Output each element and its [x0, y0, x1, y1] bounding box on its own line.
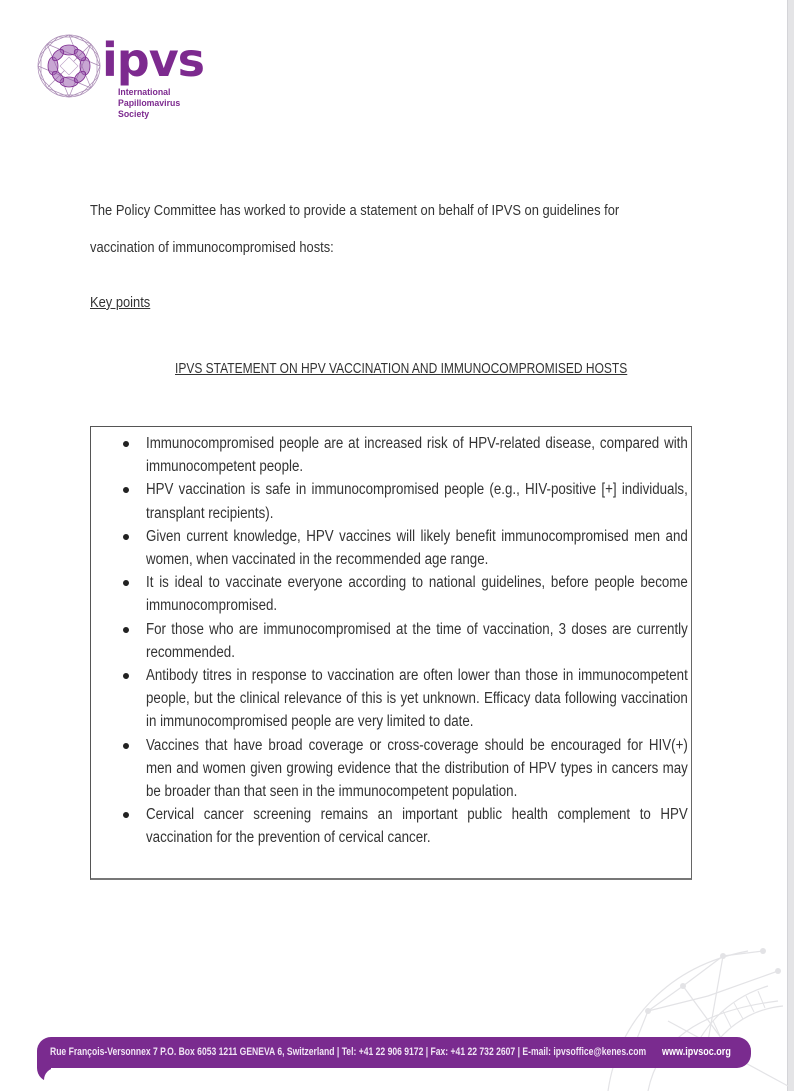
list-item	[91, 478, 691, 524]
list-item-text: It is ideal to vaccinate everyone according to national guidelines, before people become immunocompromised.	[146, 574, 688, 615]
list-item	[91, 571, 691, 617]
list-item	[91, 525, 691, 571]
list-item	[91, 664, 691, 734]
bullet-icon	[123, 534, 129, 540]
footer-website-link[interactable]: www.ipvsoc.org	[662, 1046, 731, 1058]
bullet-icon	[123, 627, 129, 633]
key-points-list	[91, 432, 691, 850]
logo-wordmark: ipvs	[102, 33, 205, 87]
list-item-text: Cervical cancer screening remains an important public health complement to HPV vaccination for the prevention of cervical cancer.	[146, 806, 688, 847]
key-points-heading: Key points	[90, 294, 151, 311]
logo-subtitle-line: Papillomavirus	[118, 98, 181, 109]
list-item	[91, 734, 691, 804]
logo-subtitle-line: International	[118, 87, 171, 98]
bullet-icon	[123, 743, 129, 749]
list-item-text: Vaccines that have broad coverage or cross-coverage should be encouraged for HIV(+) men and women given growing evidence that the distribution of HPV types in cancers may be broader than that seen in the immunocompetent population.	[146, 736, 688, 801]
list-item	[91, 803, 691, 849]
list-item-text: For those who are immunocompromised at the time of vaccination, 3 doses are currently recommended.	[146, 620, 688, 661]
intro-line: vaccination of immunocompromised hosts:	[90, 239, 334, 256]
list-item-text: Given current knowledge, HPV vaccines will likely benefit immunocompromised men and women, when vaccinated in the recommended age range.	[146, 527, 688, 569]
statement-title: IPVS STATEMENT ON HPV VACCINATION AND IMMUNOCOMPROMISED HOSTS	[175, 360, 628, 377]
intro-line: The Policy Committee has worked to provide a statement on behalf of IPVS on guidelines for	[90, 202, 620, 219]
list-item-text: Antibody titres in response to vaccination are often lower than those in immunocompetent people, but the clinical relevance of this is yet unknown. Efficacy data following vaccination in immunocompromised people are very limited to date.	[146, 667, 688, 731]
list-item	[91, 432, 691, 478]
key-points-box	[90, 426, 692, 880]
bullet-icon	[123, 487, 129, 493]
bullet-icon	[123, 673, 129, 679]
ipvs-logo	[34, 30, 224, 130]
bullet-icon	[123, 580, 129, 586]
footer-bar-tail-curve	[44, 1068, 64, 1084]
bullet-icon	[123, 812, 129, 818]
logo-sphere-icon	[34, 30, 104, 102]
footer-contact-info: Rue François-Versonnex 7 P.O. Box 6053 1211 GENEVA 6, Switzerland | Tel: +41 22 906 9172 | Fax: +41 22 732 2607 | E-mail: ipvsoffice@kenes.com	[50, 1046, 647, 1058]
logo-subtitle-line: Society	[118, 109, 150, 120]
intro-paragraph	[90, 192, 790, 266]
list-item-text: HPV vaccination is safe in immunocompromised people (e.g., HIV-positive [+] individuals, transplant recipients).	[146, 481, 688, 522]
bullet-icon	[123, 441, 129, 447]
logo-subtitle	[118, 87, 180, 120]
list-item-text: Immunocompromised people are at increased risk of HPV-related disease, compared with immunocompetent people.	[146, 435, 688, 476]
list-item	[91, 618, 691, 664]
page-edge-strip	[787, 0, 794, 1091]
